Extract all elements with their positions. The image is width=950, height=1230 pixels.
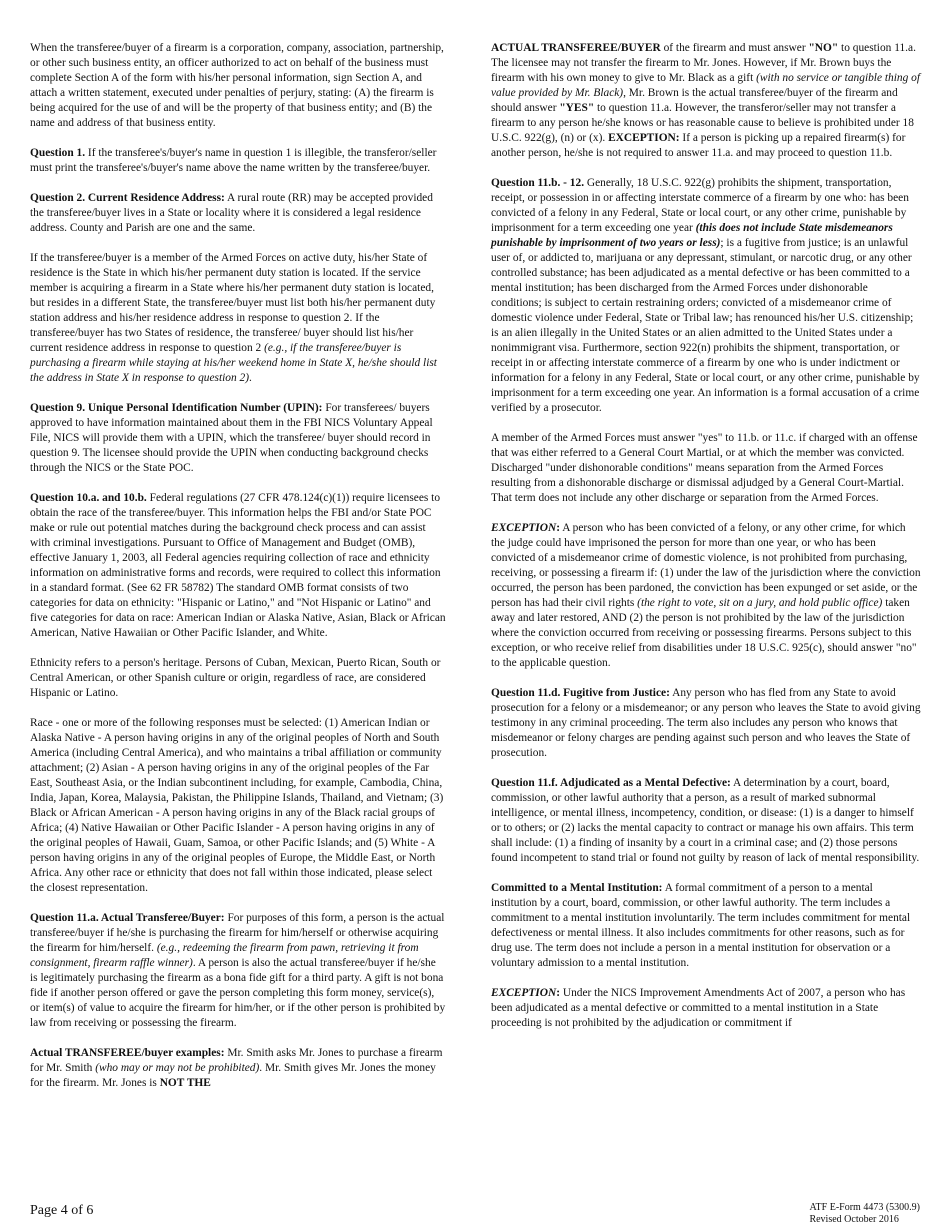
question-9-paragraph: Question 9. Unique Personal Identification Number (UPIN): For transferees/ buyers approved to have information maintained about them in the FBI NICS Voluntary Appeal File, NICS will provide them with a UPIN, which the transferee/ buyer should record in question 9. The licensee should provide the UPIN when conducting background checks through the NICS or the State POC. bbox=[30, 402, 433, 474]
form-number: ATF E-Form 4473 (5300.9) bbox=[809, 1202, 920, 1213]
exception-nics-paragraph: EXCEPTION: Under the NICS Improvement Amendments Act of 2007, a person who has been adjudicated as a mental defective or committed to a mental institution in a State proceeding is not prohibited by the adjudication or commitment if bbox=[491, 987, 906, 1029]
question-11a-heading: Question 11.a. Actual Transferee/Buyer: bbox=[30, 912, 225, 924]
question-2-paragraph: Question 2. Current Residence Address: A rural route (RR) may be accepted provided the transferee/buyer lives in a State or locality where it is considered a legal residence address. County and Parish are one and the same. bbox=[30, 192, 433, 234]
revision-date: Revised October 2016 bbox=[809, 1214, 899, 1225]
question-10-paragraph: Question 10.a. and 10.b. Federal regulations (27 CFR 478.124(c)(1)) require licensees to obtain the race of the transferee/buyer. This information helps the FBI and/or State POC make or rule out potential matches during the background check process and can assist with criminal investigations. Pursuant to Office of Management and Budget (OMB), effective January 1, 2003, all Federal agencies requiring collection of race and ethnicity information on administrative forms and records, were required to collect this information in a standard format. (See 62 FR 58782) The standard OMB format consists of two categories for data on ethnicity: "Hispanic or Latino," and "Not Hispanic or Latino" and five categories for data on race: American Indian or Alaska Native, Asian, Black or African American, Native Hawaiian or Other Pacific Islander, and White. bbox=[30, 492, 446, 639]
buyer-examples-heading: Actual TRANSFEREE/buyer examples: bbox=[30, 1047, 225, 1059]
form-identifier bbox=[809, 1202, 920, 1226]
buyer-examples-paragraph: Actual TRANSFEREE/buyer examples: Mr. Smith asks Mr. Jones to purchase a firearm for Mr. Smith (who may or may not be prohibited). Mr. Smith gives Mr. Jones the money for the firearm. Mr. Jones is NOT THE bbox=[30, 1047, 443, 1089]
question-1-heading: Question 1. bbox=[30, 147, 86, 159]
question-11b-12-heading: Question 11.b. - 12. bbox=[491, 177, 585, 189]
question-10-heading: Question 10.a. and 10.b. bbox=[30, 492, 147, 504]
armed-forces-member-paragraph: A member of the Armed Forces must answer "yes" to 11.b. or 11.c. if charged with an offense that was either referred to a General Court Martial, or at which the member was convicted. Discharged "under dishonorable conditions" means separation from the Armed Forces resulting from a dishonorable discharge or dismissal adjudged by a General Court-Martial. That term does not include any other discharge or separation from the Armed Forces. bbox=[491, 432, 918, 504]
right-column bbox=[491, 41, 921, 1031]
business-entity-paragraph: When the transferee/buyer of a firearm is a corporation, company, association, partnership, or other such business entity, an officer authorized to act on behalf of the business must complete Section A of the form with his/her personal information, sign Section A, and attach a written statement, executed under penalties of perjury, stating: (A) the firearm is being acquired for the use of and will be the property of that business entity; and (B) the name and address of that business entity. bbox=[30, 42, 444, 129]
question-11f-heading: Question 11.f. Adjudicated as a Mental Defective: bbox=[491, 777, 731, 789]
armed-forces-residence-paragraph: If the transferee/buyer is a member of the Armed Forces on active duty, his/her State of residence is the State in which his/her permanent duty station is located. If the service member is acquiring a firearm in a State where his/her permanent duty station is located, but resides in a different State, the transferee/buyer must list both his/her permanent duty station address and his/her residence address in response to question 2. If the transferee/buyer has two States of residence, the transferee/ buyer should list his/her current residence address in response to question 2 (e.g., if the transferee/buyer is purchasing a firearm while staying at his/her weekend home in State X, he/she should list the address in State X in response to question 2). bbox=[30, 252, 437, 384]
question-2-heading: Question 2. Current Residence Address: bbox=[30, 192, 225, 204]
committed-mental-institution-paragraph: Committed to a Mental Institution: A formal commitment of a person to a mental institution by a court, board, commission, or other lawful authority. The term includes a commitment to a mental institution involuntarily. The term includes commitment for mental defectiveness or mental illness. It also includes commitments for other reasons, such as for drug use. The term does not include a person in a mental institution for observation or a voluntary admission to a mental institution. bbox=[491, 882, 911, 969]
committed-heading: Committed to a Mental Institution: bbox=[491, 882, 663, 894]
exception-label: EXCEPTION: bbox=[608, 132, 680, 144]
exception-conviction-paragraph: EXCEPTION: A person who has been convicted of a felony, or any other crime, for which the judge could have imprisoned the person for more than one year, or who has been convicted of a misdemeanor crime of domestic violence, is not prohibited from purchasing, receiving, or possessing a firearm if: (1) under the law of the jurisdiction where the conviction occurred, the person has been pardoned, the conviction has been expunged or set aside, or the person has had their civil rights (the right to vote, sit on a jury, and hold public office) taken away and later restored, AND (2) the person is not prohibited by the law of the jurisdiction where the conviction occurred from receiving or possessing firearms. Persons subject to this exception, or who receive relief from disabilities under 18 U.S.C. 925(c), should answer "no" to the applicable question. bbox=[491, 522, 921, 669]
exception-heading: EXCEPTION bbox=[491, 522, 557, 534]
exception-heading: EXCEPTION bbox=[491, 987, 557, 999]
question-9-heading: Question 9. Unique Personal Identification Number (UPIN): bbox=[30, 402, 323, 414]
question-11f-paragraph: Question 11.f. Adjudicated as a Mental Defective: A determination by a court, board, commission, or other lawful authority that a person, as a result of marked subnormal intelligence, or mental illness, incompetency, condition, or disease: (1) is a danger to himself or to others; or (2) lacks the mental capacity to contract or manage his own affairs. This term shall include: (1) a finding of insanity by a court in a criminal case; and (2) those persons found incompetent to stand trial or found not guilty by reason of lack of mental responsibility. bbox=[491, 777, 920, 864]
page-number: Page 4 of 6 bbox=[30, 1203, 94, 1218]
question-11d-heading: Question 11.d. Fugitive from Justice: bbox=[491, 687, 670, 699]
question-11b-12-paragraph: Question 11.b. - 12. Generally, 18 U.S.C. 922(g) prohibits the shipment, transportation, receipt, or possession in or affecting interstate commerce of a firearm by one who: has been convicted of a felony in any Federal, State or local court, or any other crime, punishable by imprisonment for a term exceeding one year (this does not include State misdemeanors punishable by imprisonment of two years or less); is a fugitive from justice; is an unlawful user of, or addicted to, marijuana or any depressant, stimulant, or narcotic drug, or any other controlled substance; has been adjudicated as a mental defective or has been committed to a mental institution; has been discharged from the Armed Forces under dishonorable conditions; is subject to certain restraining orders; convicted of a misdemeanor crime of domestic violence under Federal, State or Tribal law; has renounced his/her U.S. citizenship; is an alien illegally in the United States or an alien admitted to the United States under a nonimmigrant visa. Furthermore, section 922(n) prohibits the shipment, transportation, or receipt in or affecting interstate commerce of a firearm by one who is under indictment or information for a felony in any Federal, State or local court, or any other crime, punishable by imprisonment for a term exceeding one year. An information is a formal accusation of a crime verified by a prosecutor. bbox=[491, 177, 920, 414]
ethnicity-paragraph: Ethnicity refers to a person's heritage. Persons of Cuban, Mexican, Puerto Rican, South or Central American, or other Spanish culture or origin, regardless of race, are considered Hispanic or Latino. bbox=[30, 657, 441, 699]
question-11d-paragraph: Question 11.d. Fugitive from Justice: Any person who has fled from any State to avoid prosecution for a felony or a misdemeanor; or any person who leaves the State to avoid giving testimony in any criminal proceeding. The term also includes any person who knows that misdemeanor or felony charges are pending against such person and who leaves the State of prosecution. bbox=[491, 687, 921, 759]
question-11a-paragraph: Question 11.a. Actual Transferee/Buyer: For purposes of this form, a person is the actual transferee/buyer if he/she is purchasing the firearm for him/herself or otherwise acquiring the firearm for him/herself. (e.g., redeeming the firearm from pawn, retrieving it from consignment, firearm raffle winner). A person is also the actual transferee/buyer if he/she is legitimately purchasing the firearm as a bona fide gift for a third party. A gift is not bona fide if another person offered or gave the person completing this form money, service(s), or item(s) of value to acquire the firearm for him/her, or if the other person is prohibited by law from receiving or possessing the firearm. bbox=[30, 912, 446, 1029]
race-paragraph: Race - one or more of the following responses must be selected: (1) American Indian or Alaska Native - A person having origins in any of the original peoples of North and South America (including Central America), and who maintains a tribal affiliation or community attachment; (2) Asian - A person having origins in any of the original peoples of the Far East, Southeast Asia, or the Indian subcontinent including, for example, Cambodia, China, India, Japan, Korea, Malaysia, Pakistan, the Philippine Islands, Thailand, and Vietnam; (3) Black or African American - A person having origins in any of the Black racial groups of Africa; (4) Native Hawaiian or Other Pacific Islander - A person having origins in any of the original peoples of Hawaii, Guam, Samoa, or other Pacific Islands; and (5) White - A person having origins in any of the original peoples of Europe, the Middle East, or North Africa. Any other race or ethnicity that does not fall within those indicated, please select the closest representation. bbox=[30, 717, 444, 894]
buyer-examples-continued: ACTUAL TRANSFEREE/BUYER of the firearm and must answer "NO" to question 11.a. The licensee may not transfer the firearm to Mr. Jones. However, if Mr. Brown buys the firearm with his own money to give to Mr. Black as a gift (with no service or tangible thing of value provided by Mr. Black), Mr. Brown is the actual transferee/buyer of the firearm and should answer "YES" to question 11.a. However, the transferor/seller may not transfer a firearm to any person he/she knows or has reasonable cause to believe is prohibited under 18 U.S.C. 922(g), (n) or (x). EXCEPTION: If a person is picking up a repaired firearm(s) for another person, he/she is not required to answer 11.a. and may proceed to question 11.b. bbox=[491, 42, 920, 159]
question-1-paragraph: Question 1. If the transferee's/buyer's name in question 1 is illegible, the transferor/seller must print the transferee's/buyer's name above the name written by the transferee/buyer. bbox=[30, 147, 437, 174]
left-column bbox=[30, 41, 446, 1091]
